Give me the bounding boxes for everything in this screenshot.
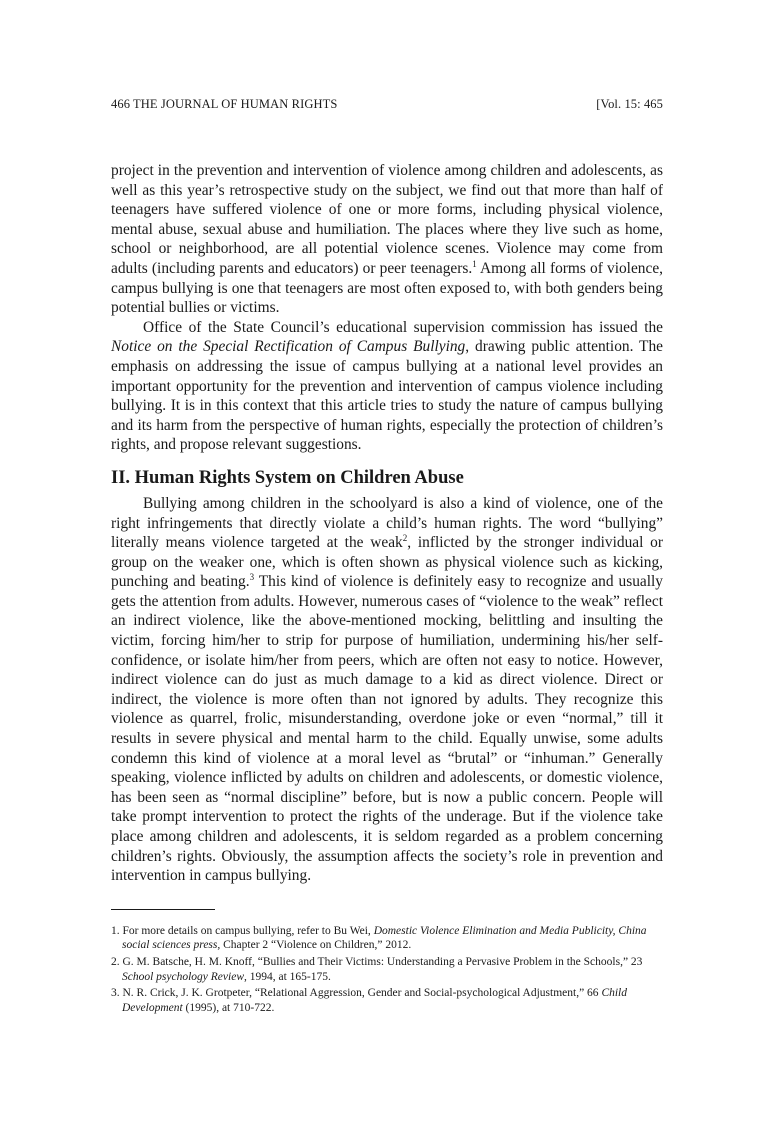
running-head [111, 96, 663, 112]
footnote-2 [111, 955, 663, 984]
paragraph-1-text-b: Among all forms of violence, campus bullying is one that teenagers are most often exposed to, with both genders being potential bullies or victims. [111, 259, 663, 317]
footnotes [111, 924, 663, 1016]
paragraph-2-text-a: Office of the State Council’s educational supervision commission has issued the [143, 318, 663, 336]
footnote-1-text-b: Chapter 2 “Violence on Children,” 2012. [220, 939, 412, 952]
running-head-right: [Vol. 15: 465 [596, 97, 663, 111]
footnote-ref-2[interactable]: 2 [402, 533, 408, 544]
footnote-3 [111, 986, 663, 1015]
footnote-2-text-b: , 1994, at 165-175. [244, 970, 331, 983]
footnote-ref-1[interactable]: 1 [472, 258, 477, 269]
paragraph-2 [111, 318, 663, 455]
article-body [111, 161, 663, 886]
paragraph-1 [111, 161, 663, 318]
footnote-2-italic: School psychology Review [122, 970, 244, 983]
footnote-3-text-a: 3. N. R. Crick, J. K. Grotpeter, “Relational Aggression, Gender and Social-psychological Adjustment,” 66 [111, 987, 602, 1000]
paragraph-3 [111, 494, 663, 886]
footnote-ref-3[interactable]: 3 [249, 572, 255, 583]
paragraph-3-text-b: , inflicted by the stronger individual or group on the weaker one, which is often shown as physical violence such as kicking, punching and beating. [111, 534, 663, 591]
running-head-left: 466 THE JOURNAL OF HUMAN RIGHTS [111, 97, 338, 111]
paragraph-3-text-a: Bullying among children in the schoolyard is also a kind of violence, one of the right infringements that directly violate a child’s human rights. The word “bullying” literally means violence targeted at the weak [111, 494, 663, 552]
footnote-1-italic: Domestic Violence Elimination and Media Publicity, China social sciences press, [122, 924, 647, 952]
section-heading: II. Human Rights System on Children Abuse [111, 467, 464, 488]
paragraph-3-text-c: This kind of violence is definitely easy to recognize and usually gets the attention from adults. However, numerous cases of “violence to the weak” reflect an indirect violence, like the above-mentioned mocking, belittling and insulting the victim, forcing him/her to strip for purpose of humiliation, undermining his/her self-confidence, or isolate him/her from peers, which are often not easy to notice. However, indirect violence can do just as much damage to a kid as direct violence. Direct or indirect, the violence is more often than not ignored by adults. They recognize this violence as quarrel, frolic, misunderstanding, overdone joke or even “normal,” till it results in severe physical and mental harm to the child. Equally unwise, some adults condemn this kind of violence at a moral level as “brutal” or “inhuman.” Generally speaking, violence inflicted by adults on children and adolescents, or domestic violence, has been seen as “normal discipline” before, but is now a public concern. People will take prompt intervention to protect the rights of the underage. But if the violence take place among children and adolescents, it is seldom regarded as a problem concerning children’s rights. Obviously, the assumption affects the society’s role in prevention and intervention in campus bullying. [111, 573, 663, 885]
notice-title: Notice on the Special Rectification of Campus Bullying [111, 338, 466, 356]
journal-page [111, 96, 663, 1017]
footnote-1 [111, 924, 663, 953]
paragraph-1-text-a: project in the prevention and intervention of violence among children and adolescents, as well as this year’s retrospective study on the subject, we find out that more than half of teenagers have suffered violence of one or more forms, including physical violence, mental abuse, sexual abuse and humiliation. The places where they live such as home, school or neighborhood, are all potential violence scenes. Violence may come from adults (including parents and educators) or peer teenagers. [111, 162, 663, 277]
footnote-1-text-a: 1. For more details on campus bullying, refer to Bu Wei, [111, 924, 374, 937]
footnote-3-italic: Child Development [122, 987, 627, 1014]
footnote-2-text-a: 2. G. M. Batsche, H. M. Knoff, “Bullies and Their Victims: Understanding a Pervasive Problem in the Schools,” 23 [111, 955, 643, 968]
footnote-3-text-b: (1995), at 710-722. [182, 1001, 275, 1014]
footnote-divider [111, 909, 215, 910]
paragraph-2-text-b: , drawing public attention. The emphasis on addressing the issue of campus bullying at a national level provides an important opportunity for the prevention and intervention of campus violence including bullying. It is in this context that this article tries to study the nature of campus bullying and its harm from the perspective of human rights, especially the protection of children’s rights, and propose relevant suggestions. [111, 338, 663, 454]
